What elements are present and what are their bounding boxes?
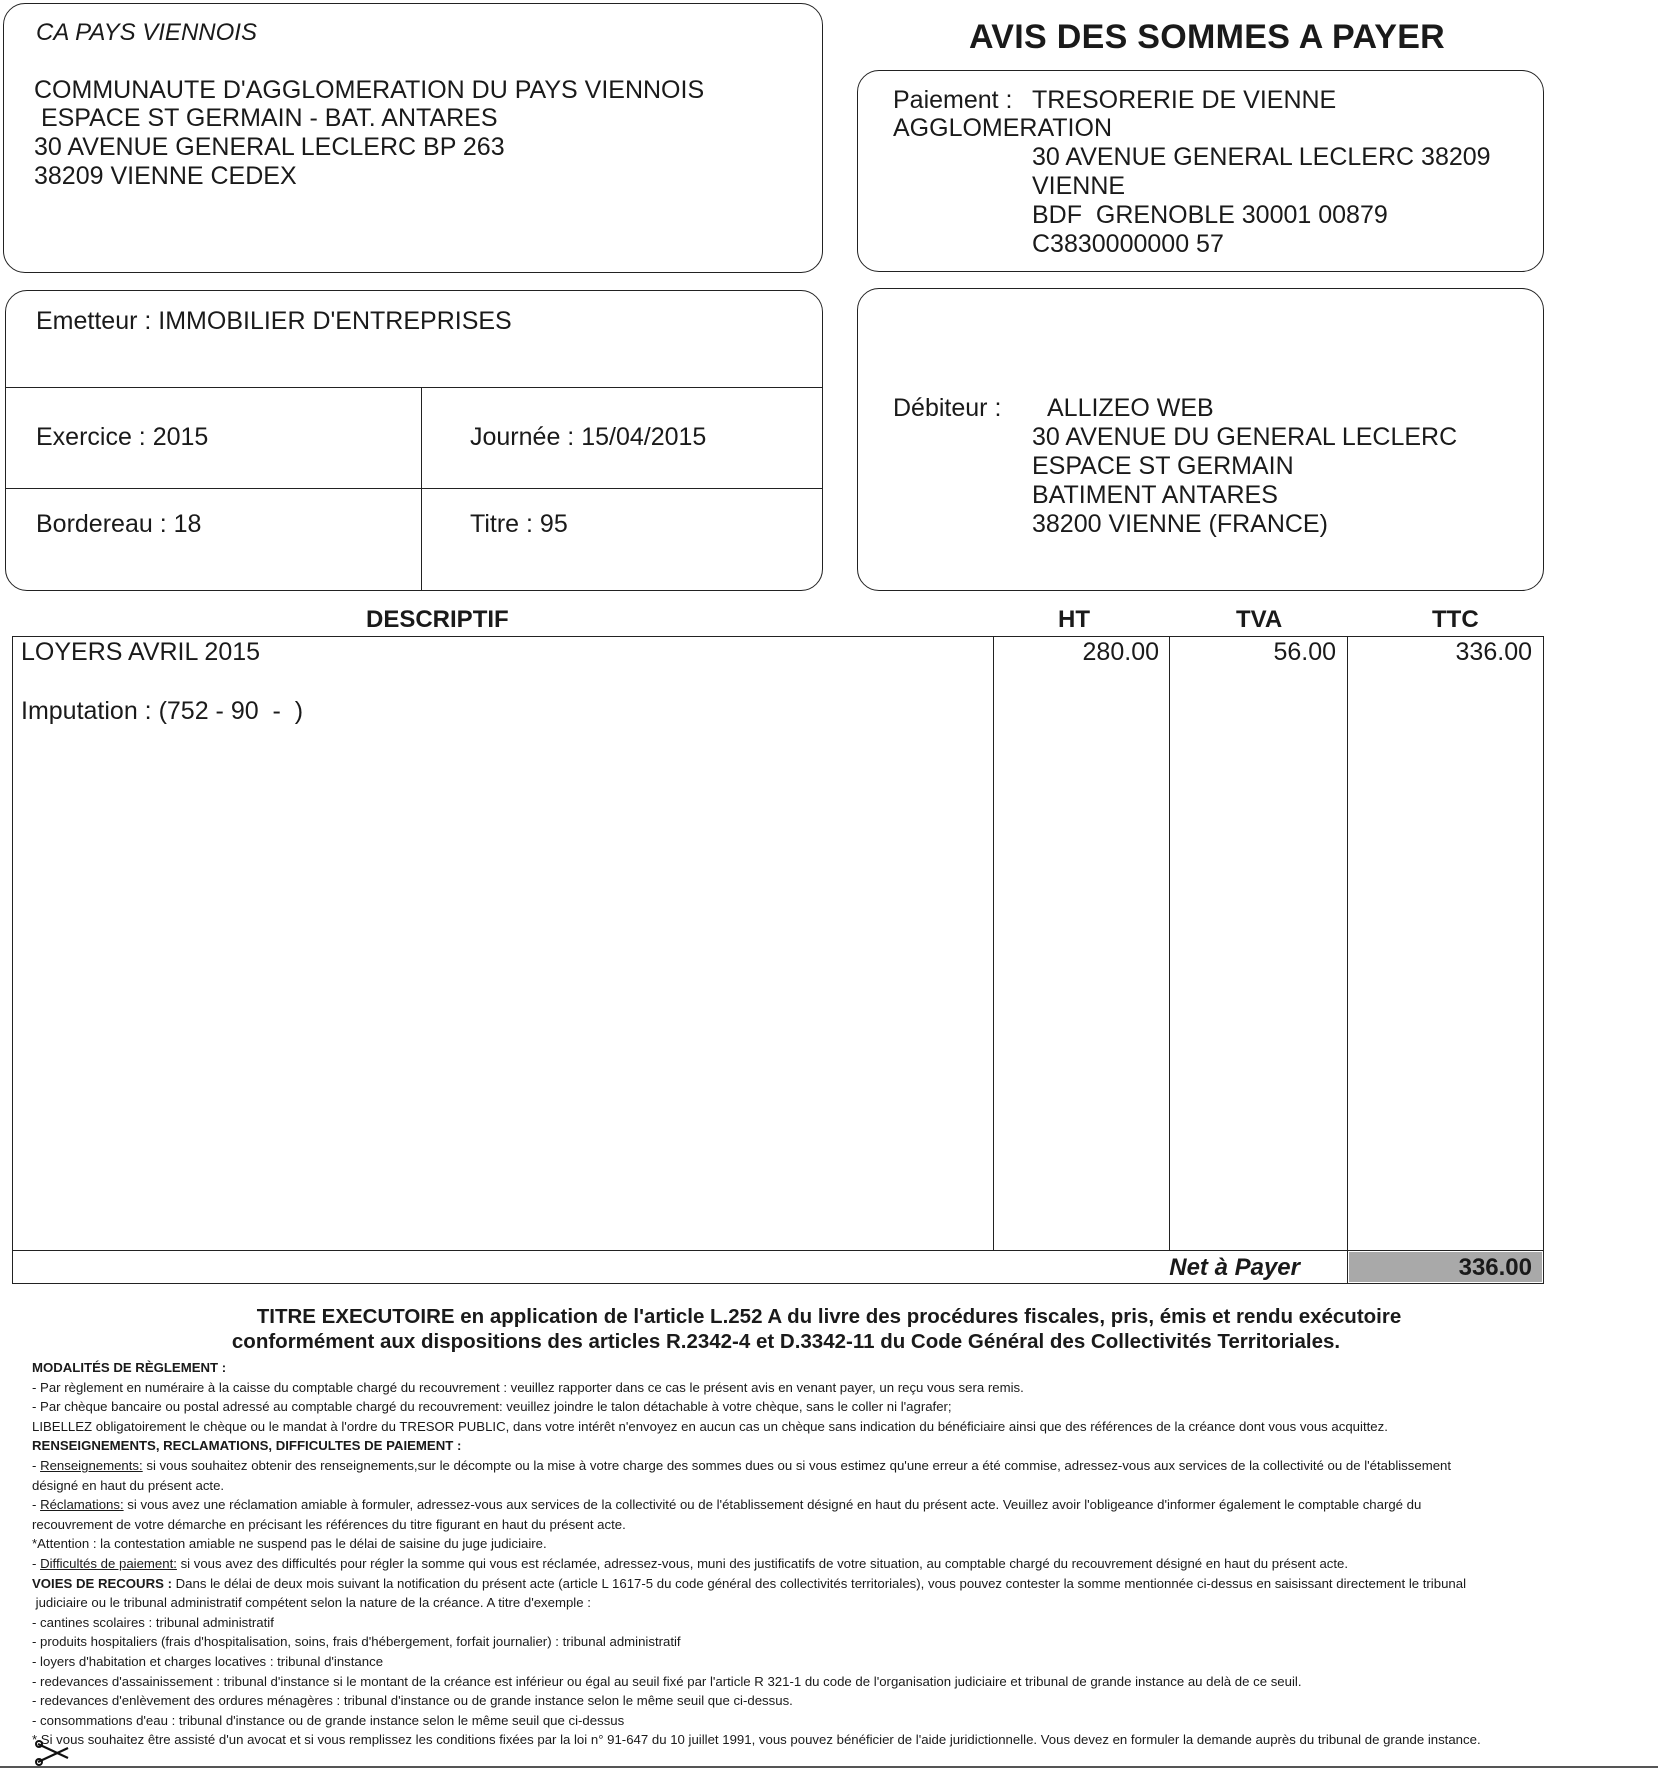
payment-line-5: BDF GRENOBLE 30001 00879	[1032, 201, 1388, 229]
issuer-short-name: CA PAYS VIENNOIS	[36, 19, 257, 46]
issuer-line-4: 38209 VIENNE CEDEX	[34, 162, 297, 190]
renseignements-line-1: - Renseignements: si vous souhaitez obtenir des renseignements,sur le décompte ou la mise à votre charge des sommes dues ou si vous estimez qu'une erreur a été commise, adressez-vous aux services de la collectivité ou de l'établissement	[32, 1457, 1452, 1473]
exercise-value: 2015	[152, 423, 209, 451]
grid-vertical-divider	[421, 388, 422, 590]
emitter-label: Emetteur :	[36, 307, 152, 335]
difficultes-text: si vous avez des difficultés pour régler la somme qui vous est réclamée, adressez-vous, muni des justificatifs de votre situation, au comptable chargé du recouvrement désigné en haut du présent acte.	[176, 1555, 1349, 1571]
header-descriptif: DESCRIPTIF	[366, 606, 509, 633]
voies-line-1	[32, 1574, 1642, 1594]
payment-line-4: VIENNE	[1032, 172, 1126, 200]
reclamations-text-1: si vous avez une réclamation amiable à formuler, adressez-vous aux services de la collectivité ou de l'établissement désigné en haut du présent acte. Veuillez avoir l'obligeance d'informer également le comptable chargé du	[123, 1497, 1422, 1513]
debtor-line-2: 30 AVENUE DU GENERAL LECLERC	[1032, 423, 1458, 451]
renseignements-text-2: désigné en haut du présent acte.	[32, 1477, 225, 1493]
header-ht: HT	[1058, 606, 1090, 633]
day-field	[470, 423, 706, 452]
emitter-divider	[6, 387, 822, 388]
header-tva: TVA	[1236, 606, 1283, 633]
net-value: 336.00	[1458, 1254, 1532, 1281]
exercise-field	[36, 423, 208, 452]
renseignements-text-1: si vous souhaitez obtenir des renseignements,sur le décompte ou la mise à votre charge des sommes dues ou si vous estimez qu'une erreur a été commise, adressez-vous aux services de la collectivité ou de l'établissement	[142, 1457, 1452, 1473]
cut-line	[0, 1766, 1658, 1768]
col-divider-ttc	[1347, 637, 1348, 1283]
title-number-field	[470, 510, 568, 539]
modalites-line-1: - Par règlement en numéraire à la caisse du comptable chargé du recouvrement : veuillez rapporter dans ce cas le présent avis en venant payer, un reçu vous sera remis.	[32, 1379, 1024, 1395]
reclamations-line-1: - Réclamations: si vous avez une réclamation amiable à formuler, adressez-vous aux services de la collectivité ou de l'établissement désigné en haut du présent acte. Veuillez avoir l'obligeance d'informer également le comptable chargé du	[32, 1497, 1422, 1513]
modalites-line-2: - Par chèque bancaire ou postal adressé au comptable chargé du recouvrement: veuillez joindre le talon détachable à votre chèque, sans le coller ni l'agrafer;	[32, 1399, 952, 1415]
renseignements-label: Renseignements:	[40, 1457, 143, 1473]
exercise-divider	[6, 488, 822, 489]
issuer-line-2: ESPACE ST GERMAIN - BAT. ANTARES	[34, 104, 498, 132]
day-label: Journée :	[470, 423, 575, 451]
header-ttc: TTC	[1432, 606, 1479, 633]
payment-line-1: TRESORERIE DE VIENNE	[1032, 86, 1337, 114]
voies-text-1: Dans le délai de deux mois suivant la notification du présent acte (article L 1617-5 du code général des collectivités territoriales), vous pouvez contester la somme mentionnée ci-dessus en saisissant directement le tribunal	[171, 1575, 1466, 1591]
voies-text-2: judiciaire ou le tribunal administratif compétent selon la nature de la créance. A titre d'exemple :	[32, 1595, 591, 1611]
day-value: 15/04/2015	[581, 423, 707, 451]
document-title: AVIS DES SOMMES A PAYER	[968, 18, 1446, 56]
debtor-line-1: ALLIZEO WEB	[1047, 394, 1214, 422]
col-divider-tva	[1169, 637, 1170, 1250]
scissors-icon	[34, 1740, 74, 1766]
row-1-ttc: 336.00	[1455, 638, 1532, 666]
row-1-descriptif: LOYERS AVRIL 2015	[21, 638, 261, 666]
difficultes-label: Difficultés de paiement:	[40, 1555, 177, 1571]
exercise-label: Exercice :	[36, 423, 146, 451]
modalites-line-3: LIBELLEZ obligatoirement le chèque ou le mandat à l'ordre du TRESOR PUBLIC, dans votre intérêt n'envoyez en aucun cas un chèque sans indication du bénéficiaire ainsi que des références de la créance dont vous vous acquittez.	[32, 1418, 1388, 1434]
voies-label: VOIES DE RECOURS :	[32, 1575, 172, 1591]
renseignements-title: RENSEIGNEMENTS, RECLAMATIONS, DIFFICULTES DE PAIEMENT :	[32, 1438, 462, 1454]
slip-label: Bordereau :	[36, 510, 167, 538]
slip-value: 18	[173, 510, 202, 538]
debtor-line-4: BATIMENT ANTARES	[1032, 481, 1278, 509]
example-3: - loyers d'habitation et charges locatives : tribunal d'instance	[32, 1653, 384, 1669]
executory-line-1: TITRE EXECUTOIRE en application de l'article L.252 A du livre des procédures fiscales, pris, émis et rendu exécutoire	[256, 1305, 1402, 1328]
slip-field	[36, 510, 201, 539]
executory-line-2: conformément aux dispositions des articles R.2342-4 et D.3342-11 du Code Général des Collectivités Territoriales.	[231, 1330, 1341, 1353]
payment-label: Paiement :	[893, 86, 1013, 114]
reclamations-text-2: recouvrement de votre démarche en précisant les références du titre figurant en haut du présent acte.	[32, 1516, 626, 1532]
example-4: - redevances d'assainissement : tribunal d'instance si le montant de la créance est inférieur ou égal au seuil fixé par l'article R 321-1 du code de l'organisation judiciaire et tribunal de grande instance au delà de ce seuil.	[32, 1673, 1302, 1689]
example-7: * Si vous souhaitez être assisté d'un avocat et si vous remplissez les conditions fixées par la loi n° 91-647 du 10 juillet 1991, vous pouvez bénéficier de l'aide juridictionnelle. Vous devez en formuler la demande auprès du tribunal de grande instance.	[32, 1732, 1481, 1748]
modalites-title: MODALITÉS DE RÈGLEMENT :	[32, 1360, 227, 1375]
legal-notice	[32, 1358, 1642, 1750]
payment-line-3: 30 AVENUE GENERAL LECLERC 38209	[1032, 143, 1491, 171]
example-6: - consommations d'eau : tribunal d'instance ou de grande instance selon le même seuil que ci-dessus	[32, 1712, 625, 1728]
debtor-line-3: ESPACE ST GERMAIN	[1032, 452, 1294, 480]
net-row-divider	[13, 1250, 1543, 1251]
imputation: Imputation : (752 - 90 - )	[21, 697, 304, 725]
example-2: - produits hospitaliers (frais d'hospitalisation, soins, frais d'hébergement, forfait journalier) : tribunal administratif	[32, 1634, 681, 1650]
title-number-value: 95	[539, 510, 568, 538]
debtor-label: Débiteur :	[893, 394, 1002, 422]
attention-note: *Attention : la contestation amiable ne suspend pas le délai de saisine du juge judiciaire.	[32, 1536, 547, 1552]
table-frame	[12, 636, 1544, 1284]
debtor-line-5: 38200 VIENNE (FRANCE)	[1032, 510, 1328, 538]
issuer-line-1: COMMUNAUTE D'AGGLOMERATION DU PAYS VIENNOIS	[34, 76, 705, 104]
title-number-label: Titre :	[470, 510, 533, 538]
reclamations-label: Réclamations:	[40, 1497, 124, 1513]
emitter-field	[36, 307, 512, 336]
payment-line-6: C3830000000 57	[1032, 230, 1224, 258]
row-1-ht: 280.00	[1082, 638, 1159, 666]
net-label: Net à Payer	[1169, 1254, 1300, 1281]
row-1-tva: 56.00	[1273, 638, 1336, 666]
col-divider-ht	[993, 637, 994, 1250]
difficultes-line: - Difficultés de paiement: si vous avez des difficultés pour régler la somme qui vous est réclamée, adressez-vous, muni des justificatifs de votre situation, au comptable chargé du recouvrement désigné en haut du présent acte.	[32, 1555, 1349, 1571]
emitter-value: IMMOBILIER D'ENTREPRISES	[158, 307, 512, 335]
example-1: - cantines scolaires : tribunal administratif	[32, 1614, 274, 1630]
payment-line-2: AGGLOMERATION	[893, 114, 1113, 142]
example-5: - redevances d'enlèvement des ordures ménagères : tribunal d'instance ou de grande instance selon le même seuil que ci-dessus.	[32, 1693, 793, 1709]
issuer-line-3: 30 AVENUE GENERAL LECLERC BP 263	[34, 133, 505, 161]
